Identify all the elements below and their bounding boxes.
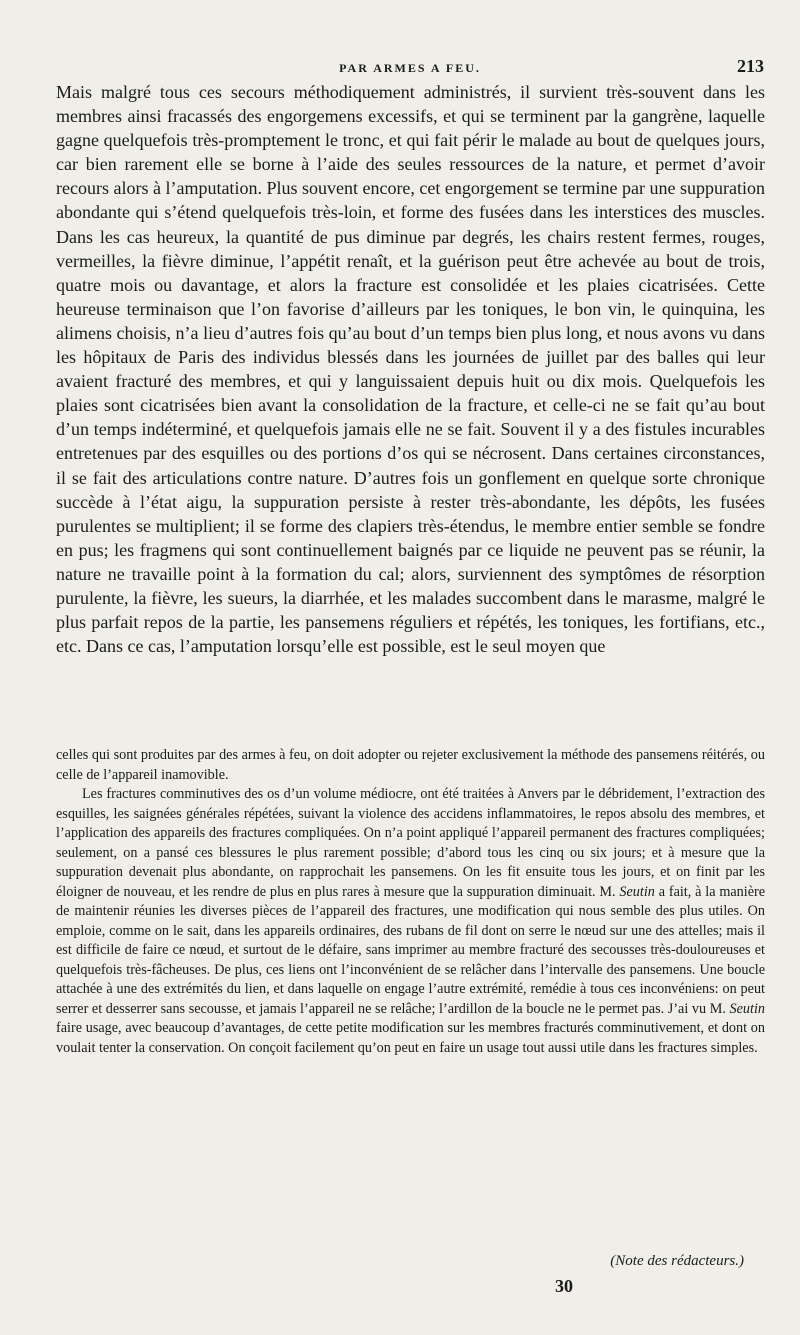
footnote-text-2: a fait, à la manière de maintenir réunies les diverses pièces de l’appareil des fractures, une modification qui nous semble des plus utiles. On emploie, comme on le sait, dans les appareils ordinaires, des rubans de fil dont on serre le nœud sur une des attelles; mais il est difficile de faire ce nœud, et surtout de le défaire, sans imprimer au membre fracturé des secousses très-douloureuses et quelquefois très-fâcheuses. De plus, ces liens ont l’inconvénient de se relâcher dans l’intervalle des pansemens. Une boucle attachée à une des extrémités du lien, et dans laquelle on engage l’autre extrémité, remédie à tous ces inconvéniens: on peut serrer et desserrer sans secousse, et jamais l’appareil ne se relâche; l’ardillon de la boucle ne le permet pas. J’ai vu M.	[56, 883, 766, 1017]
footnote-text-3: faire usage, avec beaucoup d’avantages, de cette petite modification sur les membres fracturés comminutivement, et dont on voulait tenter la conservation. On conçoit facilement qu’on peut en faire un usage tout aussi utile dans les fractures simples.	[56, 1020, 765, 1056]
footnote-paragraph	[56, 785, 765, 1058]
footnote-lead: celles qui sont produites par des armes à feu, on doit adopter ou rejeter exclusivement la méthode des pansemens réitérés, ou celle de l’appareil inamovible.	[56, 747, 765, 783]
running-head	[56, 58, 764, 78]
note-attribution: (Note des rédacteurs.)	[610, 1253, 744, 1269]
footnote-text-1: Les fractures comminutives des os d’un volume médiocre, ont été traitées à Anvers par le débridement, l’extraction des esquilles, les saignées générales répétées, suivant la violence des accidens inflammatoires, le repos absolu des membres, et l’application des appareils des fractures compliquées. On n’a point appliqué l’appareil permanent des fractures compliquées; seulement, on a pansé ces blessures le plus rarement possible; d’abord tous les cinq ou six jours; et à mesure que la suppuration devenait plus abondante, on rapprochait les pansemens. On les fit ensuite tous les jours, et on finit par les éloigner de nouveau, et les rendre de plus en plus rares à mesure que la suppuration diminuait. M.	[56, 786, 765, 900]
author-name: Seutin	[619, 883, 655, 900]
main-text	[56, 80, 765, 658]
body-paragraph: Mais malgré tous ces secours méthodiquement administrés, il survient très-souvent dans les membres ainsi fracassés des engorgemens excessifs, et qui se terminent par la gangrène, laquelle gagne quelquefois très-promptement le tronc, et qui fait périr le malade au bout de quelques jours, car bien rarement elle se borne à l’aide des seules ressources de la nature, et permet d’avoir recours alors à l’amputation. Plus souvent encore, cet engorgement se termine par une suppuration abondante qui s’étend quelquefois très-loin, et forme des fusées dans les interstices des muscles. Dans les cas heureux, la quantité de pus diminue par degrés, les chairs restent fermes, rouges, vermeilles, la fièvre diminue, l’appétit renaît, et la guérison peut être achevée au bout de trois, quatre mois ou davantage, et alors la fracture est consolidée et les plaies cicatrisées. Cette heureuse terminaison que l’on favorise d’ailleurs par les toniques, le bon vin, le quinquina, les alimens choisis, n’a lieu d’autres fois qu’au bout d’un temps bien plus long, et nous avons vu dans les hôpitaux de Paris des individus blessés dans les journées de juillet par des balles qui leur avaient fracturé des membres, et qui y languissaient depuis huit ou dix mois. Quelquefois les plaies sont cicatrisées bien avant la consolidation de la fracture, et celle-ci ne se fait qu’au bout d’un temps indéterminé, et quelquefois jamais elle ne se fait. Souvent il y a des fistules incurables entretenues par des esquilles ou des portions d’os qui se nécrosent. Dans certaines circonstances, il se fait des articulations contre nature. D’autres fois un gonflement en quelque sorte chronique succède à l’état aigu, la suppuration persiste à rester très-abondante, les dépôts, les fusées purulentes se multiplient; il se forme des clapiers très-étendus, le membre entier semble se fondre en pus; les fragmens qui sont continuellement baignés par ce liquide ne peuvent pas se réunir, la nature ne travaille point à la formation du cal; alors, surviennent des symptômes de résorption purulente, la fièvre, les sueurs, la diarrhée, et les malades succombent dans le marasme, malgré le plus parfait repos de la partie, les pansemens réguliers et répétés, les toniques, les fortifians, etc., etc. Dans ce cas, l’amputation lorsqu’elle est possible, est le seul moyen que	[56, 82, 765, 657]
author-name: Seutin	[729, 1000, 765, 1017]
page-number: 213	[737, 56, 764, 76]
running-title: PAR ARMES A FEU.	[339, 61, 481, 75]
footnote	[56, 746, 765, 1058]
signature-mark: 30	[555, 1276, 573, 1296]
